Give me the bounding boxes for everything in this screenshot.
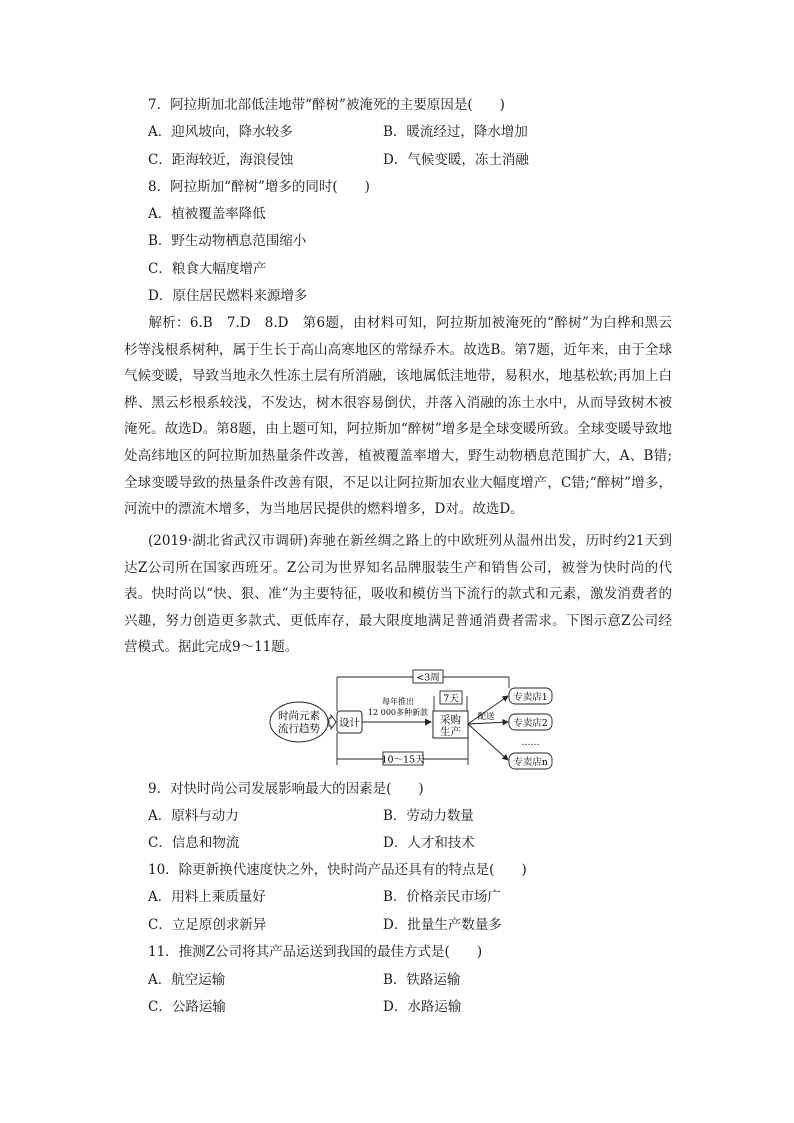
q7-stem: 7．阿拉斯加北部低洼地带“醉树”被淹死的主要原因是( )	[148, 97, 505, 113]
q10-option-b: B．价格亲民市场广	[383, 889, 501, 905]
annual-label-1: 每年推出	[382, 697, 414, 706]
q8-option-c: C．粮食大幅度增产	[148, 261, 267, 277]
q11-option-a: A．航空运输	[148, 972, 226, 988]
hollow-arrow-icon	[329, 715, 336, 729]
design-label: 设计	[339, 717, 360, 729]
store-n-label: 专卖店n	[513, 757, 548, 768]
purchase-label-2: 生产	[440, 726, 461, 738]
q11-option-d: D．水路运输	[383, 999, 462, 1015]
q11-stem: 11．推测Z公司将其产品运送到我国的最佳方式是( )	[148, 944, 483, 960]
days7-label: 7天	[443, 693, 459, 705]
deliver-label: 配送	[477, 712, 495, 722]
q10-stem: 10．除更新换代速度快之外，快时尚产品还具有的特点是( )	[148, 862, 527, 878]
purchase-label-1: 采购	[440, 714, 461, 726]
q7-option-b: B．暖流经过，降水增加	[383, 124, 528, 140]
q9-option-d: D．人才和技术	[383, 835, 475, 851]
weeks-label: <3周	[416, 672, 440, 684]
q9-stem: 9．对快时尚公司发展影响最大的因素是( )	[148, 781, 424, 797]
trend-label-2: 流行趋势	[278, 723, 320, 735]
q10-option-d: D．批量生产数量多	[383, 917, 502, 933]
analysis-text: 解析：6.B 7.D 8.D 第6题，由材料可知，阿拉斯加被淹死的“醉树”为白桦和黑云杉等浅根系树种，属于生长于高山高寒地区的常绿乔木。故选B。第7题，近年来，由于全球气候变暖，导致当地永久性冻土层有所消融，该地属低洼地带，易积水，地基松软;再加上白桦、黑云杉根系较浅，不发达，树木很容易倒伏，并落入消融的冻土水中，从而导致树木被淹死。故选D。第8题，由上题可知，阿拉斯加“醉树”增多是全球变暖所致。全球变暖导致地处高纬地区的阿拉斯加热量条件改善，植被覆盖率增大，野生动物栖息范围扩大，A、B错;全球变暖导致的热量条件改善有限，不足以让阿拉斯加农业大幅度增产，C错;“醉树”增多，河流中的漂流木增多，为当地居民提供的燃料增多，D对。故选D。	[124, 315, 672, 518]
q8-option-b: B．野生动物栖息范围缩小	[148, 233, 307, 249]
store-2-label: 专卖店2	[513, 718, 548, 729]
q11-option-b: B．铁路运输	[383, 972, 461, 988]
material-text: (2019·湖北省武汉市调研)奔驰在新丝绸之路上的中欧班列从温州出发，历时约21天到达Z公司所在国家西班牙。Z公司为世界知名品牌服装生产和销售公司，被誉为快时尚的代表。快时尚以“快、狠、准”为主要特征，吸收和模仿当下流行的款式和元素，激发消费者的兴趣，努力创造更多款式、更低库存，最大限度地满足普通消费者需求。下图示意Z公司经营模式。据此完成9～11题。	[124, 533, 672, 656]
material-paragraph	[124, 528, 672, 661]
q7-option-c: C．距海较近，海浪侵蚀	[148, 152, 294, 168]
q11-option-c: C．公路运输	[148, 999, 226, 1015]
q7-option-d: D．气候变暖，冻土消融	[383, 152, 529, 168]
q9-option-b: B．劳动力数量	[383, 808, 474, 824]
q10-option-c: C．立足原创求新异	[148, 917, 267, 933]
q9-option-c: C．信息和物流	[148, 835, 240, 851]
trend-ellipse	[270, 702, 328, 742]
store-ellipsis: ……	[521, 738, 540, 748]
q8-option-d: D．原住居民燃料来源增多	[148, 288, 308, 304]
annual-label-2: 12 000多种新款	[368, 708, 428, 717]
q7-option-a: A．迎风坡向，降水较多	[148, 124, 293, 140]
deliver-arrow-2	[468, 722, 508, 724]
trend-label-1: 时尚元素	[278, 710, 320, 722]
q10-option-a: A．用料上乘质量好	[148, 889, 266, 905]
store-1-label: 专卖店1	[513, 692, 548, 703]
days-range-label: 10～15天	[381, 754, 425, 766]
analysis-paragraph	[124, 310, 672, 523]
business-model-diagram	[265, 664, 565, 776]
q8-stem: 8．阿拉斯加“醉树”增多的同时( )	[148, 179, 370, 195]
q9-option-a: A．原料与动力	[148, 808, 239, 824]
deliver-arrow-n	[468, 724, 508, 760]
q8-option-a: A．植被覆盖率降低	[148, 206, 266, 222]
diagram-svg	[265, 664, 565, 776]
